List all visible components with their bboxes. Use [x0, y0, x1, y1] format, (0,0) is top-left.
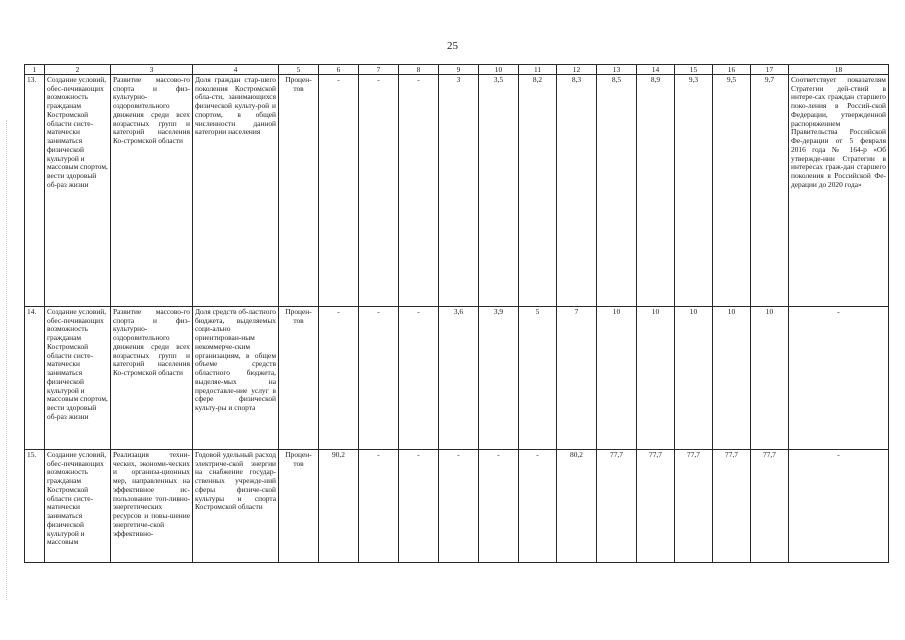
value-cell: 5 — [519, 307, 557, 450]
header-cell: 14 — [637, 65, 675, 75]
value-cell: 10 — [637, 307, 675, 450]
value-cell: 8,2 — [519, 75, 557, 307]
value-cell: - — [359, 75, 399, 307]
value-cell: 8,9 — [637, 75, 675, 307]
header-cell: 10 — [479, 65, 519, 75]
value-cell: 10 — [597, 307, 637, 450]
value-cell: 10 — [713, 307, 751, 450]
value-cell: - — [359, 307, 399, 450]
value-cell: 9,5 — [713, 75, 751, 307]
value-cell: 9,7 — [751, 75, 789, 307]
header-cell: 1 — [25, 65, 45, 75]
header-cell: 2 — [45, 65, 111, 75]
indicator-cell: Доля граждан стар-шего поколения Костромской обла-сти, занимающихся физической культу-рой и спортом, в общей численности данной категории населения — [193, 75, 279, 307]
value-cell: 3 — [439, 75, 479, 307]
header-cell: 7 — [359, 65, 399, 75]
header-cell: 5 — [279, 65, 319, 75]
header-cell: 8 — [399, 65, 439, 75]
value-cell: 7 — [557, 307, 597, 450]
row-number: 13. — [25, 75, 45, 307]
header-row — [25, 65, 889, 75]
header-cell: 18 — [789, 65, 889, 75]
value-cell: - — [439, 450, 479, 563]
table-row — [25, 307, 889, 450]
value-cell: 90,2 — [319, 450, 359, 563]
value-cell: 77,7 — [751, 450, 789, 563]
header-cell: 16 — [713, 65, 751, 75]
event-cell: Реализация техни-ческих, экономи-ческих и организа-ционных мер, направленных на эффективное ис-пользование топ-ливно-энергетических ресурсов и повы-шение энергетиче-ской эффективно- — [111, 450, 193, 563]
row-number: 14. — [25, 307, 45, 450]
header-cell: 3 — [111, 65, 193, 75]
header-cell: 13 — [597, 65, 637, 75]
header-cell: 17 — [751, 65, 789, 75]
value-cell: - — [319, 307, 359, 450]
note-cell: - — [789, 307, 889, 450]
value-cell: - — [479, 450, 519, 563]
page-number: 25 — [447, 40, 458, 52]
event-cell: Развитие массово-го спорта и физ-культурно-оздоровительного движения среди всех возрастных групп и категорий населения Ко-стромской области — [111, 307, 193, 450]
goal-cell: Создание условий, обес-печивающих возможность гражданам Костромской области систе-матически заниматься физической культурой и массовым спортом, вести здоровый об-раз жизни — [45, 307, 111, 450]
header-cell: 9 — [439, 65, 479, 75]
scan-edge-marks — [6, 120, 9, 600]
table-row — [25, 75, 889, 307]
value-cell: - — [519, 450, 557, 563]
note-cell: Соответствует показателям Стратегии дей-ствий в интере-сах граждан старшего поко-ления в Россий-ской Федерации, утвержденной распоряжением Правительства Российской Фе-дерации от 5 февраля 2016 года № 164-р «Об утвержде-нии Стратегии в интересах граж-дан старшего поколения в Российской Фе-дерации до 2020 года» — [789, 75, 889, 307]
row-number: 15. — [25, 450, 45, 563]
header-cell: 6 — [319, 65, 359, 75]
value-cell: 77,7 — [713, 450, 751, 563]
value-cell: - — [399, 450, 439, 563]
note-cell: - — [789, 450, 889, 563]
value-cell: - — [319, 75, 359, 307]
value-cell: 9,3 — [675, 75, 713, 307]
value-cell: 3,9 — [479, 307, 519, 450]
value-cell: - — [399, 307, 439, 450]
value-cell: 3,6 — [439, 307, 479, 450]
header-cell: 11 — [519, 65, 557, 75]
indicator-cell: Доля средств об-ластного бюджета, выделяемых соци-ально ориентирован-ным некоммерче-ским организациям, в общем объеме средств областного бюджета, выделяе-мых на предоставле-ние услуг в сфере физической культу-ры и спорта — [193, 307, 279, 450]
indicators-table — [24, 64, 889, 563]
value-cell: 77,7 — [637, 450, 675, 563]
header-cell: 12 — [557, 65, 597, 75]
value-cell: 80,2 — [557, 450, 597, 563]
value-cell: 77,7 — [675, 450, 713, 563]
value-cell: - — [359, 450, 399, 563]
value-cell: 77,7 — [597, 450, 637, 563]
unit-cell: Процен-тов — [279, 307, 319, 450]
header-cell: 4 — [193, 65, 279, 75]
value-cell: 8,5 — [597, 75, 637, 307]
value-cell: 10 — [675, 307, 713, 450]
value-cell: - — [399, 75, 439, 307]
goal-cell: Создание условий, обес-печивающих возможность гражданам Костромской области систе-матически заниматься физической культурой и массовым спортом, вести здоровый об-раз жизни — [45, 75, 111, 307]
header-cell: 15 — [675, 65, 713, 75]
indicator-cell: Годовой удельный расход электриче-ской энергии на снабжение государ-ственных учрежде-ний сферы физиче-ской культуры и спорта Костромской области — [193, 450, 279, 563]
goal-cell: Создание условий, обес-печивающих возможность гражданам Костромской области систе-матически заниматься физической культурой и массовым — [45, 450, 111, 563]
value-cell: 10 — [751, 307, 789, 450]
event-cell: Развитие массово-го спорта и физ-культурно-оздоровительного движения среди всех возрастных групп и категорий населения Ко-стромской области — [111, 75, 193, 307]
unit-cell: Процен-тов — [279, 75, 319, 307]
value-cell: 8,3 — [557, 75, 597, 307]
table-row — [25, 450, 889, 563]
unit-cell: Процен-тов — [279, 450, 319, 563]
value-cell: 3,5 — [479, 75, 519, 307]
